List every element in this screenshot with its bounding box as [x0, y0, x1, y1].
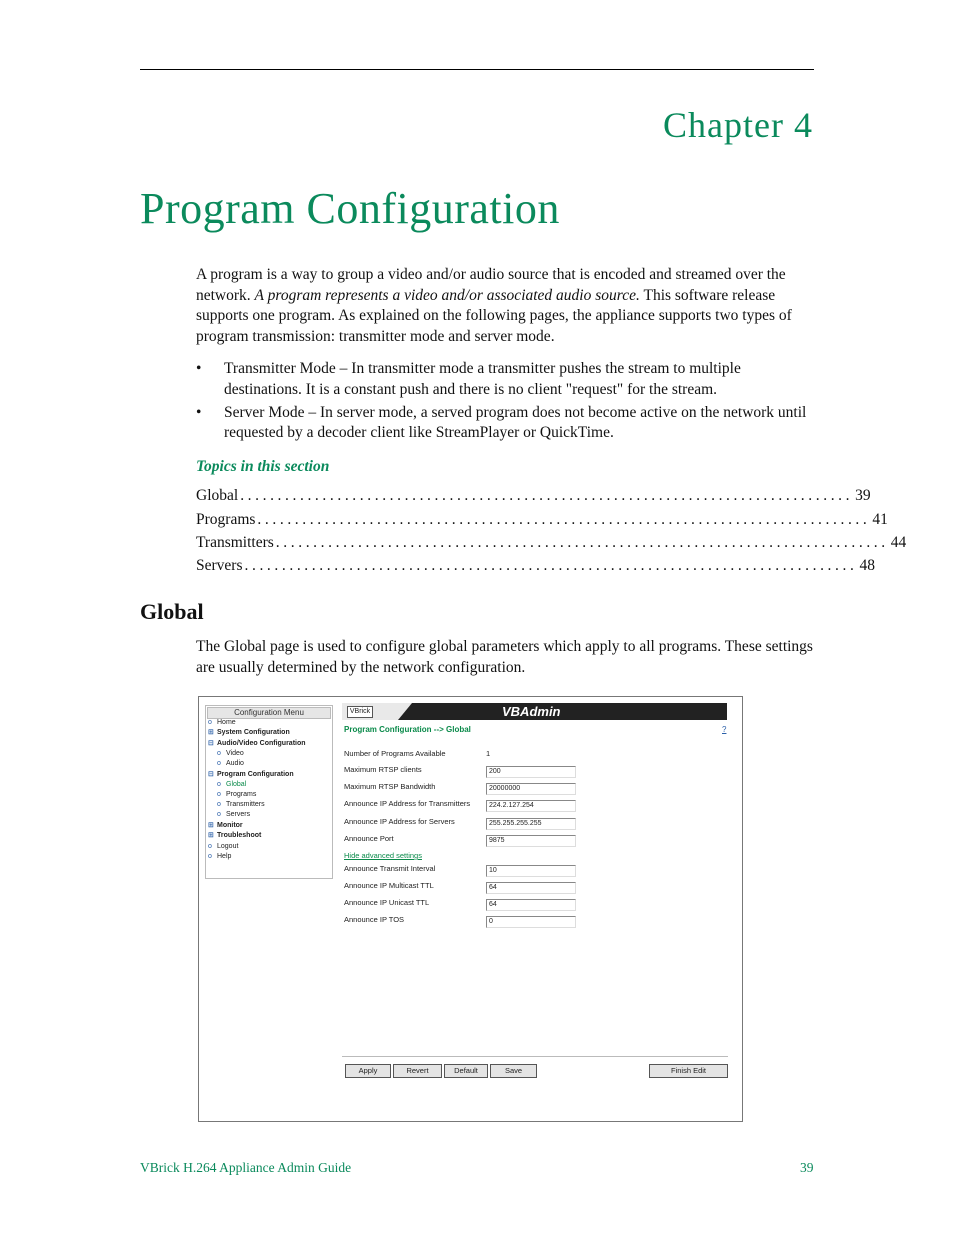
section-heading: Global: [140, 599, 204, 624]
expand-icon: ⊟: [208, 740, 214, 747]
field-label: Announce Transmit Interval: [344, 864, 436, 873]
menu-item-audio-video-configuration[interactable]: [208, 739, 306, 748]
vbadmin-screenshot: [198, 696, 743, 1122]
toc-label: Transmitters: [196, 534, 274, 551]
bullet-icon: o: [217, 760, 221, 767]
toc-page: 41: [872, 511, 888, 528]
bullet-icon: o: [217, 750, 221, 757]
menu-item-home[interactable]: [208, 718, 236, 727]
menu-item-video[interactable]: [217, 749, 244, 758]
bullet-icon: o: [208, 843, 212, 850]
menu-item-label: Logout: [217, 843, 239, 850]
menu-item-logout[interactable]: [208, 842, 238, 851]
menu-item-transmitters[interactable]: [217, 800, 265, 809]
vbadmin-banner: [342, 703, 727, 720]
field-input[interactable]: 255.255.255.255: [486, 818, 576, 830]
mode-bullet-list: [196, 359, 814, 446]
toc-leader: ..................................................................................: [240, 487, 854, 504]
toc-row-programs[interactable]: [196, 511, 888, 531]
menu-item-label: Audio: [226, 760, 244, 767]
menu-item-programs[interactable]: [217, 790, 256, 799]
toc-leader: ..................................................................................: [257, 511, 871, 528]
field-label: Maximum RTSP Bandwidth: [344, 782, 436, 791]
menu-item-system-configuration[interactable]: [208, 728, 290, 737]
toc-label: Global: [196, 487, 239, 504]
toc-page: 48: [859, 557, 875, 574]
vbrick-logo: VBrick: [347, 706, 373, 718]
field-input[interactable]: 10: [486, 865, 576, 877]
field-input[interactable]: 64: [486, 899, 576, 911]
toc-leader: ..................................................................................: [275, 534, 889, 551]
field-input[interactable]: 64: [486, 882, 576, 894]
bullet-icon: o: [217, 801, 221, 808]
footer-guide-title: VBrick H.264 Appliance Admin Guide: [140, 1160, 352, 1175]
toc-page: 44: [890, 534, 907, 551]
bullet-text: Transmitter Mode – In transmitter mode a transmitter pushes the stream to multiple destinations. It is a constant push and there is no client "request" for the stream.: [224, 360, 741, 398]
topics-heading: Topics in this section: [196, 458, 330, 475]
field-label: Announce IP TOS: [344, 915, 405, 924]
menu-item-audio[interactable]: [217, 759, 244, 768]
field-label: Announce IP Address for Transmitters: [344, 799, 471, 808]
bullet-text: Server Mode – In server mode, a served program does not become active on the network until requested by a decoder client like StreamPlayer or QuickTime.: [224, 403, 807, 441]
intro-text-1: A program is a way to group a video and/or audio source that is encoded and streamed over the network.: [196, 266, 786, 304]
menu-item-servers[interactable]: [217, 810, 250, 819]
toc-page: 39: [855, 487, 871, 504]
field-label: Announce Port: [344, 834, 394, 843]
section-paragraph: The Global page is used to configure global parameters which apply to all programs. These settings are usually determined by the network configuration.: [196, 638, 813, 676]
field-input[interactable]: 9875: [486, 835, 576, 847]
bullet-mark: •: [196, 360, 202, 377]
field-label: Announce IP Multicast TTL: [344, 881, 434, 890]
toc-row-servers[interactable]: [196, 557, 875, 577]
menu-item-help[interactable]: [208, 852, 231, 861]
menu-item-global[interactable]: [217, 780, 246, 789]
expand-icon: ⊞: [208, 729, 214, 736]
bullet-icon: o: [217, 791, 221, 798]
footer-page-number: 39: [800, 1160, 814, 1175]
toc-label: Programs: [196, 511, 256, 528]
finish-edit-button[interactable]: Finish Edit: [649, 1064, 728, 1078]
page-title: Program Configuration: [140, 184, 560, 233]
menu-item-label: Servers: [226, 811, 251, 818]
header-rule: [140, 69, 814, 70]
toc-label: Servers: [196, 557, 243, 574]
expand-icon: ⊟: [208, 771, 214, 778]
menu-item-label: Monitor: [217, 822, 243, 829]
intro-paragraph: [196, 265, 814, 347]
menu-item-label: Programs: [226, 791, 257, 798]
field-label: Number of Programs Available: [344, 749, 446, 758]
menu-item-label: Help: [217, 853, 232, 860]
expand-icon: ⊞: [208, 822, 214, 829]
default-button[interactable]: Default: [444, 1064, 488, 1078]
button-divider: [342, 1056, 728, 1057]
field-label: Maximum RTSP clients: [344, 765, 422, 774]
bullet-mark: •: [196, 403, 202, 421]
apply-button[interactable]: Apply: [345, 1064, 391, 1078]
intro-text-2: This software release supports one program. As explained on the following pages, the appliance supports two types of program transmission: transmitter mode and server mode.: [196, 286, 792, 345]
menu-item-monitor[interactable]: [208, 821, 243, 830]
help-link[interactable]: ?: [722, 725, 727, 734]
screen-title: Program Configuration --> Global: [344, 725, 471, 734]
revert-button[interactable]: Revert: [393, 1064, 442, 1078]
list-item: [196, 359, 814, 400]
menu-item-label: Transmitters: [226, 801, 265, 808]
field-input[interactable]: 20000000: [486, 783, 576, 795]
toc-row-transmitters[interactable]: [196, 534, 907, 554]
menu-item-label: Video: [226, 750, 244, 757]
menu-item-troubleshoot[interactable]: [208, 831, 261, 840]
menu-item-program-configuration[interactable]: [208, 770, 294, 779]
field-input[interactable]: 0: [486, 916, 576, 928]
intro-italic: A program represents a video and/or associated audio source.: [254, 286, 640, 304]
toc-row-global[interactable]: [196, 487, 871, 507]
hide-advanced-link[interactable]: Hide advanced settings: [344, 851, 422, 860]
list-item: [196, 403, 814, 444]
chapter-label: Chapter 4: [663, 105, 813, 145]
expand-icon: ⊞: [208, 832, 214, 839]
toc-leader: ..................................................................................: [244, 557, 858, 574]
menu-item-label: Program Configuration: [217, 771, 294, 778]
field-input[interactable]: 200: [486, 766, 576, 778]
bullet-icon: o: [208, 853, 212, 860]
field-label: Announce IP Address for Servers: [344, 817, 455, 826]
banner-title: VBAdmin: [502, 704, 561, 719]
config-menu-title: Configuration Menu: [207, 707, 331, 719]
menu-item-label: Troubleshoot: [217, 832, 262, 839]
bullet-icon: o: [217, 811, 221, 818]
field-label: Announce IP Unicast TTL: [344, 898, 430, 907]
menu-item-label: Home: [217, 719, 236, 726]
menu-item-label: System Configuration: [217, 729, 290, 736]
field-input[interactable]: 224.2.127.254: [486, 800, 576, 812]
save-button[interactable]: Save: [490, 1064, 537, 1078]
bullet-icon: o: [217, 781, 221, 788]
config-menu: [205, 705, 333, 879]
menu-item-label: Audio/Video Configuration: [217, 740, 306, 747]
menu-item-label: Global: [226, 781, 247, 788]
programs-available-value: 1: [486, 749, 491, 758]
bullet-icon: o: [208, 719, 212, 726]
